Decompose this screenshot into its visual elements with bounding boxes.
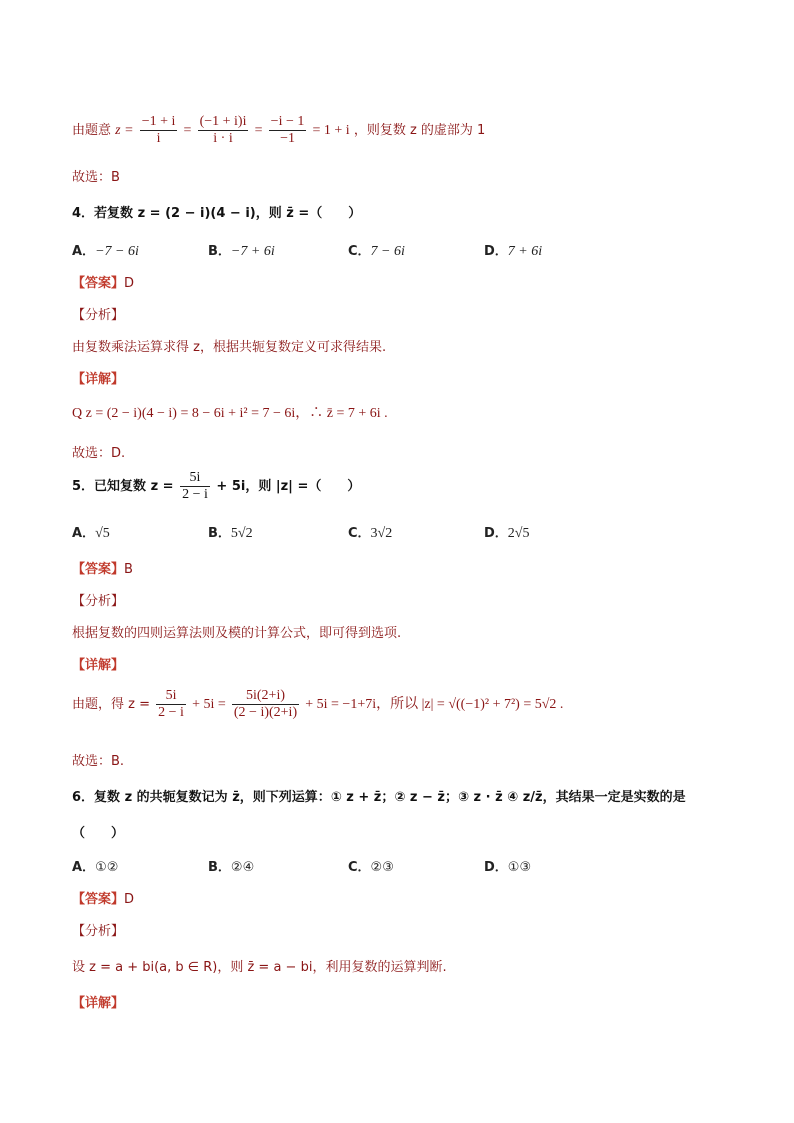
fraction-3: [269, 114, 307, 147]
q5-detail-tag: 【详解】: [72, 658, 125, 673]
q5-option-c: [348, 522, 392, 542]
q5-option-b-label: B．: [208, 526, 231, 541]
q5-detail: [72, 688, 563, 721]
q4-answer: [72, 272, 134, 291]
solution-3-choice: 故选：B: [72, 170, 120, 185]
fraction-3-numerator: −i − 1: [270, 114, 305, 129]
q5-detail-end: + 5i = −1+7i，所以 |z| = √((−1)² + 7²) = 5√2 .: [305, 697, 564, 712]
q6-option-a: [72, 856, 118, 875]
fraction-2: [198, 114, 249, 147]
q5-answer-value: B: [124, 562, 133, 577]
q4-option-d-value: 7 + 6i: [507, 244, 543, 259]
question-6-stem: 6．复数 z 的共轭复数记为 z̄，则下列运算：① z + z̄；② z − z̄；③ z · z̄ ④ z/z̄，其结果一定是实数的是: [72, 790, 686, 805]
question-4-stem: 4．若复数 z = (2 − i)(4 − i)，则 z̄ =（ ）: [72, 206, 362, 221]
q4-option-a: [72, 240, 139, 260]
q6-option-c-value: ②③: [370, 860, 394, 875]
q6-option-c: [348, 856, 394, 875]
q4-option-a-label: A．: [72, 244, 96, 259]
q5-detail-fraction-2: [232, 688, 299, 721]
q5-stem-end: + 5i，则 |z| =（ ）: [216, 479, 361, 494]
solution-3-result: = 1 + i: [312, 123, 350, 138]
q4-option-a-value: −7 − 6i: [95, 244, 139, 259]
q4-option-c: [348, 240, 405, 260]
q4-analysis-tag: 【分析】: [72, 308, 125, 323]
q6-detail-tag: 【详解】: [72, 996, 125, 1011]
fraction-2-denominator: i · i: [213, 131, 233, 146]
q4-option-d: [484, 240, 542, 260]
q5-option-c-value: 3√2: [370, 526, 393, 541]
q5-option-c-label: C．: [348, 526, 371, 541]
solution-3-z: z =: [115, 123, 134, 138]
q5-option-d-label: D．: [484, 526, 508, 541]
q5-option-d-value: 2√5: [507, 526, 530, 541]
q5-choice: 故选：B.: [72, 754, 125, 769]
q5-stem-fraction: [180, 470, 210, 503]
q6-option-c-label: C．: [348, 860, 371, 875]
q6-answer-tag: 【答案】: [72, 892, 125, 907]
q4-detail-tag: 【详解】: [72, 372, 125, 387]
q6-option-a-label: A．: [72, 860, 96, 875]
q4-option-b-label: B．: [208, 244, 231, 259]
q4-option-b-value: −7 + 6i: [230, 244, 275, 259]
q4-answer-value: D: [124, 276, 135, 291]
solution-3-line: 由题意 z = $\frac{-1 + i}{i}$ = $\frac{(-1 + i)i}{i \cdot i}$ = $\frac{-i - 1}{-1}$ = 1 + i ，则复数 z 的虚部为 1: [72, 114, 486, 146]
q6-option-d: [484, 856, 531, 875]
q5-analysis: 根据复数的四则运算法则及模的计算公式，即可得到选项.: [72, 626, 402, 641]
q6-answer: [72, 888, 134, 907]
fraction-1-numerator: −1 + i: [141, 114, 176, 129]
q6-analysis-tag: 【分析】: [72, 924, 125, 939]
q5-detail-fraction-1-numerator: 5i: [156, 688, 186, 705]
q6-option-a-value: ①②: [95, 860, 119, 875]
q4-option-d-label: D．: [484, 244, 508, 259]
q4-detail: Q z = (2 − i)(4 − i) = 8 − 6i + i² = 7 − 6i，∴ z̄ = 7 + 6i .: [72, 406, 388, 421]
q5-detail-middle: + 5i =: [192, 697, 226, 712]
q6-option-b: [208, 856, 254, 875]
q6-analysis: 设 z = a + bi(a, b ∈ R)，则 z̄ = a − bi，利用复数的运算判断.: [72, 960, 447, 975]
solution-3-prefix: 由题意: [72, 123, 112, 138]
q5-option-b-value: 5√2: [230, 526, 253, 541]
q5-detail-start: 由题，得 z =: [72, 697, 150, 712]
q6-answer-value: D: [124, 892, 135, 907]
q5-detail-fraction-1: [156, 688, 186, 721]
q5-stem-fraction-numerator: 5i: [180, 470, 210, 487]
q5-stem-fraction-denominator: 2 − i: [182, 487, 208, 502]
q5-detail-fraction-1-denominator: 2 − i: [158, 705, 184, 720]
q4-option-c-value: 7 − 6i: [370, 244, 405, 259]
q5-option-a: [72, 522, 110, 542]
q6-option-d-value: ①③: [507, 860, 532, 875]
q5-option-d: [484, 522, 529, 542]
q4-choice: 故选：D.: [72, 446, 126, 461]
q5-answer: [72, 558, 133, 577]
q5-analysis-tag: 【分析】: [72, 594, 125, 609]
q5-detail-fraction-2-numerator: 5i(2+i): [232, 688, 299, 705]
fraction-1-denominator: i: [156, 131, 161, 146]
q4-answer-tag: 【答案】: [72, 276, 125, 291]
q4-option-c-label: C．: [348, 244, 371, 259]
question-6-paren: （ ）: [72, 826, 125, 841]
q5-option-b: [208, 522, 253, 542]
q6-option-b-label: B．: [208, 860, 231, 875]
q5-option-a-value: √5: [95, 526, 110, 541]
q5-detail-fraction-2-denominator: (2 − i)(2+i): [233, 705, 298, 720]
fraction-1: [140, 114, 178, 147]
question-5-stem: [72, 470, 360, 503]
q4-option-b: [208, 240, 275, 260]
q5-answer-tag: 【答案】: [72, 562, 125, 577]
q6-option-b-value: ②④: [230, 860, 255, 875]
fraction-3-denominator: −1: [280, 131, 295, 146]
q4-analysis: 由复数乘法运算求得 z，根据共轭复数定义可求得结果.: [72, 340, 387, 355]
fraction-2-numerator: (−1 + i)i: [199, 114, 247, 129]
solution-3-suffix: ，则复数 z 的虚部为 1: [353, 123, 486, 138]
q5-stem-start: 5．已知复数 z =: [72, 479, 174, 494]
q6-option-d-label: D．: [484, 860, 508, 875]
q5-option-a-label: A．: [72, 526, 96, 541]
